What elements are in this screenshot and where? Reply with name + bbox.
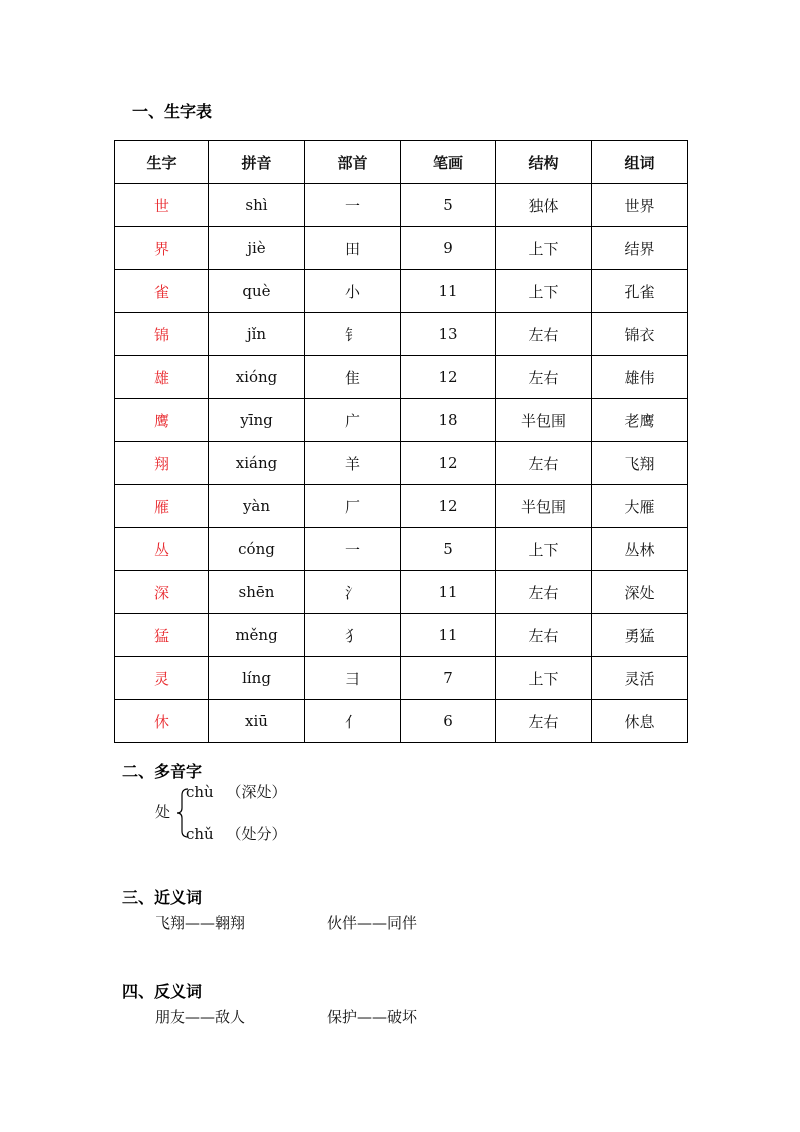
cell-radical: 广 — [305, 399, 401, 442]
cell-structure: 左右 — [496, 442, 592, 485]
cell-strokes: 5 — [401, 528, 496, 571]
cell-word: 世界 — [592, 184, 688, 227]
reading-pinyin: chù — [186, 783, 214, 801]
cell-char: 休 — [115, 700, 209, 743]
cell-strokes: 18 — [401, 399, 496, 442]
cell-pinyin: líng — [209, 657, 305, 700]
cell-word: 深处 — [592, 571, 688, 614]
cell-word: 丛林 — [592, 528, 688, 571]
table-row — [115, 485, 688, 528]
reading-item — [186, 823, 287, 844]
cell-char: 雁 — [115, 485, 209, 528]
cell-word: 飞翔 — [592, 442, 688, 485]
cell-char: 深 — [115, 571, 209, 614]
polyphone-char: 处 — [155, 803, 171, 821]
reading-example: （深处） — [226, 783, 287, 801]
cell-strokes: 7 — [401, 657, 496, 700]
cell-structure: 左右 — [496, 700, 592, 743]
cell-strokes: 11 — [401, 614, 496, 657]
cell-pinyin: yīng — [209, 399, 305, 442]
cell-structure: 左右 — [496, 614, 592, 657]
section-4-title: 四、反义词 — [122, 982, 203, 1001]
header-cell: 生字 — [115, 141, 209, 184]
table-row — [115, 528, 688, 571]
synonym-pair: 伙伴——同伴 — [327, 914, 418, 932]
table-row — [115, 657, 688, 700]
cell-char: 猛 — [115, 614, 209, 657]
cell-word: 老鹰 — [592, 399, 688, 442]
section-3-title: 三、近义词 — [122, 888, 203, 907]
cell-char: 锦 — [115, 313, 209, 356]
cell-strokes: 12 — [401, 356, 496, 399]
header-cell: 拼音 — [209, 141, 305, 184]
cell-radical: 一 — [305, 184, 401, 227]
cell-word: 结界 — [592, 227, 688, 270]
cell-structure: 上下 — [496, 270, 592, 313]
antonym-pair: 朋友——敌人 — [155, 1008, 246, 1026]
cell-structure: 上下 — [496, 657, 592, 700]
section-2-title: 二、多音字 — [122, 762, 203, 781]
cell-strokes: 6 — [401, 700, 496, 743]
cell-strokes: 12 — [401, 442, 496, 485]
cell-char: 雀 — [115, 270, 209, 313]
cell-radical: 一 — [305, 528, 401, 571]
cell-char: 灵 — [115, 657, 209, 700]
cell-structure: 半包围 — [496, 485, 592, 528]
cell-strokes: 11 — [401, 571, 496, 614]
cell-char: 鹰 — [115, 399, 209, 442]
cell-char: 丛 — [115, 528, 209, 571]
cell-char: 翔 — [115, 442, 209, 485]
cell-char: 世 — [115, 184, 209, 227]
cell-word: 勇猛 — [592, 614, 688, 657]
header-cell: 组词 — [592, 141, 688, 184]
table-row — [115, 571, 688, 614]
table-row — [115, 227, 688, 270]
table-row — [115, 313, 688, 356]
cell-pinyin: shēn — [209, 571, 305, 614]
cell-structure: 半包围 — [496, 399, 592, 442]
character-table — [114, 140, 688, 743]
table-row — [115, 442, 688, 485]
cell-radical: 彐 — [305, 657, 401, 700]
cell-radical: 犭 — [305, 614, 401, 657]
cell-radical: 钅 — [305, 313, 401, 356]
cell-pinyin: yàn — [209, 485, 305, 528]
cell-word: 大雁 — [592, 485, 688, 528]
cell-pinyin: jiè — [209, 227, 305, 270]
cell-strokes: 13 — [401, 313, 496, 356]
table-row — [115, 399, 688, 442]
cell-structure: 左右 — [496, 313, 592, 356]
cell-pinyin: měng — [209, 614, 305, 657]
cell-word: 锦衣 — [592, 313, 688, 356]
cell-word: 休息 — [592, 700, 688, 743]
cell-structure: 独体 — [496, 184, 592, 227]
cell-strokes: 12 — [401, 485, 496, 528]
cell-char: 界 — [115, 227, 209, 270]
cell-pinyin: xióng — [209, 356, 305, 399]
cell-strokes: 11 — [401, 270, 496, 313]
cell-char: 雄 — [115, 356, 209, 399]
cell-radical: 厂 — [305, 485, 401, 528]
cell-pinyin: cóng — [209, 528, 305, 571]
header-cell: 笔画 — [401, 141, 496, 184]
cell-radical: 氵 — [305, 571, 401, 614]
cell-word: 灵活 — [592, 657, 688, 700]
cell-word: 雄伟 — [592, 356, 688, 399]
table-row — [115, 270, 688, 313]
cell-radical: 小 — [305, 270, 401, 313]
cell-word: 孔雀 — [592, 270, 688, 313]
table-row — [115, 356, 688, 399]
table-row — [115, 614, 688, 657]
cell-strokes: 5 — [401, 184, 496, 227]
synonym-pair: 飞翔——翱翔 — [155, 914, 246, 932]
cell-pinyin: xiū — [209, 700, 305, 743]
cell-radical: 隹 — [305, 356, 401, 399]
cell-radical: 田 — [305, 227, 401, 270]
cell-structure: 左右 — [496, 356, 592, 399]
cell-pinyin: jǐn — [209, 313, 305, 356]
cell-structure: 左右 — [496, 571, 592, 614]
section-1-title: 一、生字表 — [132, 102, 213, 121]
cell-pinyin: shì — [209, 184, 305, 227]
header-cell: 部首 — [305, 141, 401, 184]
antonym-pair: 保护——破坏 — [327, 1008, 418, 1026]
cell-pinyin: xiáng — [209, 442, 305, 485]
reading-example: （处分） — [226, 825, 287, 843]
cell-structure: 上下 — [496, 227, 592, 270]
cell-radical: 亻 — [305, 700, 401, 743]
cell-radical: 羊 — [305, 442, 401, 485]
cell-strokes: 9 — [401, 227, 496, 270]
cell-structure: 上下 — [496, 528, 592, 571]
header-cell: 结构 — [496, 141, 592, 184]
reading-item — [186, 781, 287, 802]
reading-pinyin: chǔ — [186, 825, 214, 843]
table-header-row — [115, 141, 688, 184]
cell-pinyin: què — [209, 270, 305, 313]
table-row — [115, 700, 688, 743]
table-row — [115, 184, 688, 227]
